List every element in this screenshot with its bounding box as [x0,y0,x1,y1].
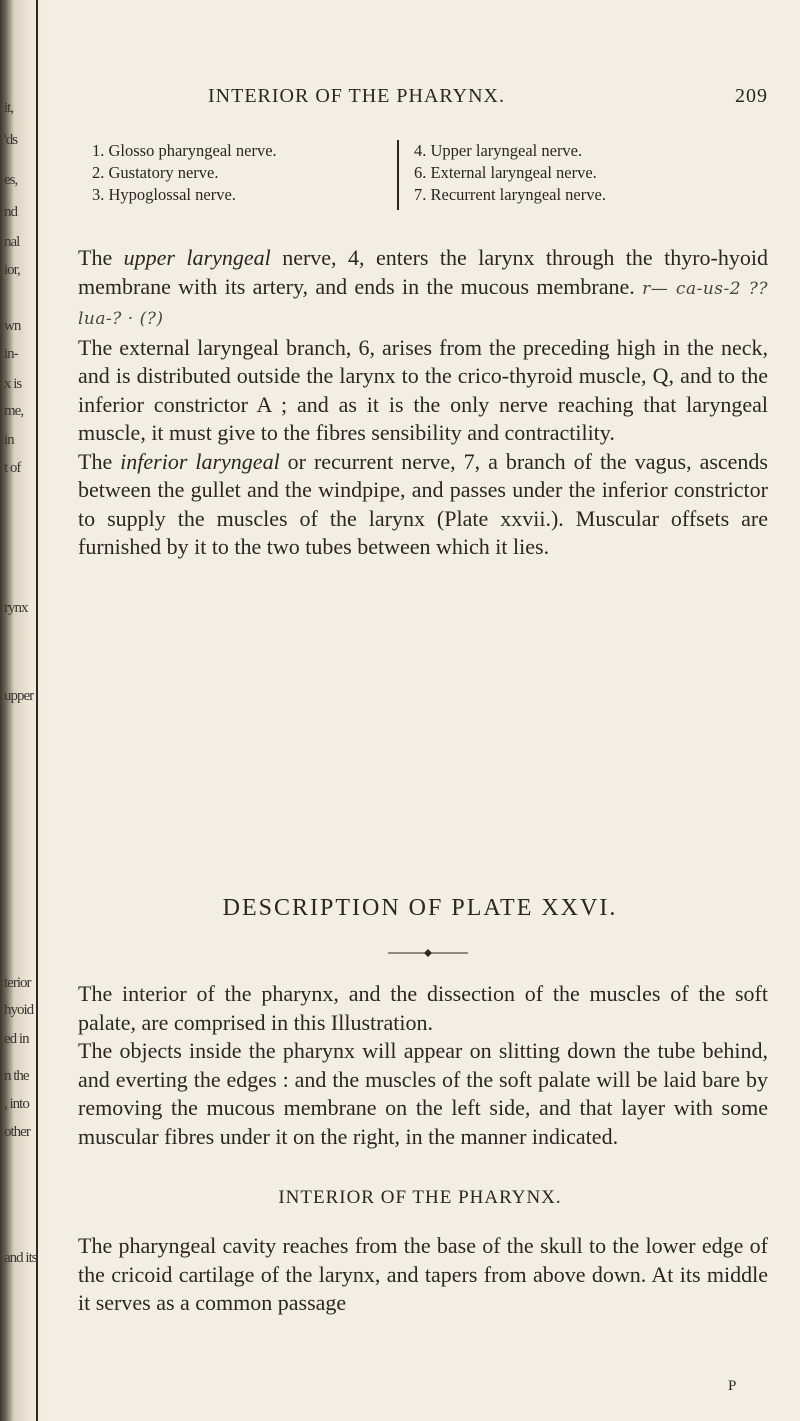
ornament-rule-icon [388,948,468,958]
running-header [208,85,768,115]
emphasis-term: upper laryngeal [123,245,271,270]
text-run: or recurrent nerve, 7, a branch of the vagus, ascends between the gullet and the windpipe, and passes under the inferior constrictor to supply the muscles of the larynx (Plate xxvii.). Muscular offsets are furnished by it to the two tubes between which it lies. [78,448,768,559]
legend-item: 7. Recurrent laryngeal nerve. [414,185,606,204]
body-text [78,244,768,562]
margin-fragment: nd [4,204,17,220]
running-title: INTERIOR OF THE PHARYNX. [208,85,505,107]
legend-left-column [92,140,277,206]
margin-fragment: hyoid [4,1002,34,1018]
plate-description [78,980,768,1151]
text-run: The [78,245,124,270]
legend-divider [397,140,399,210]
handwritten-annotation: r— ca-us-2 ?? lua-? · (?) [78,278,768,329]
legend-item: 3. Hypoglossal nerve. [92,185,236,204]
margin-fragment: in- [4,346,18,362]
paragraph-external-laryngeal: The external laryngeal branch, 6, arises from the preceding high in the neck, and is distributed outside the larynx to the crico-thyroid muscle, Q, and to the inferior constrictor A ; and as it is the only nerve reaching that laryngeal muscle, it must give to the fibres sensibility and contractility. [78,334,768,445]
section-text [78,1232,768,1318]
margin-fragment: wn [4,318,21,334]
margin-fragment: n the [4,1068,29,1084]
text-run: The [78,448,121,474]
paragraph-upper-laryngeal [78,244,768,334]
margin-fragment: ior, [4,262,20,278]
margin-fragment: 'ds [4,132,18,148]
margin-fragment: terior [4,975,31,991]
margin-fragment: es, [4,172,18,188]
text-run: nerve, 4, enters the larynx through the thyro-hyoid membrane with its artery, and ends in the mucous membrane. [78,245,768,299]
plate-title: DESCRIPTION OF PLATE XXVI. [222,895,618,921]
margin-fragment: ed in [4,1031,29,1047]
page-number: 209 [735,85,768,107]
paragraph: The pharyngeal cavity reaches from the base of the skull to the lower edge of the cricoid cartilage of the larynx, and tapers from above down. At its middle it serves as a common passage [78,1233,768,1315]
margin-fragment: rynx [4,600,28,616]
margin-fragment: x is [4,376,22,392]
margin-fragment: it, [4,100,14,116]
margin-fragment: t of [4,460,21,476]
paragraph: The interior of the pharynx, and the dissection of the muscles of the soft palate, are comprised in this Illustration. [78,981,768,1035]
margin-fragment: other [4,1124,30,1140]
legend-right-column [414,140,606,206]
margin-fragment: and its [4,1250,37,1266]
paragraph: The objects inside the pharynx will appear on slitting down the tube behind, and everting the edges : and the muscles of the soft palate will be laid bare by removing the mucous membrane on the left side, and that layer with some muscular fibres under it on the right, in the manner indicated. [78,1038,768,1149]
margin-fragment: nal [4,234,20,250]
emphasis-term: inferior laryngeal [120,448,280,474]
legend-item: 1. Glosso pharyngeal nerve. [92,141,277,160]
legend-item: 2. Gustatory nerve. [92,163,219,182]
margin-fragment: , into [4,1096,29,1112]
legend-item: 6. External laryngeal nerve. [414,163,597,182]
margin-fragment: me, [4,403,24,419]
margin-fragment: in [4,432,14,448]
section-heading: INTERIOR OF THE PHARYNX. [278,1187,562,1208]
margin-fragment: upper [4,688,34,704]
signature-mark: P [728,1378,737,1394]
legend-item: 4. Upper laryngeal nerve. [414,141,583,160]
figure-legend [92,140,782,232]
paragraph-inferior-laryngeal [78,448,768,562]
